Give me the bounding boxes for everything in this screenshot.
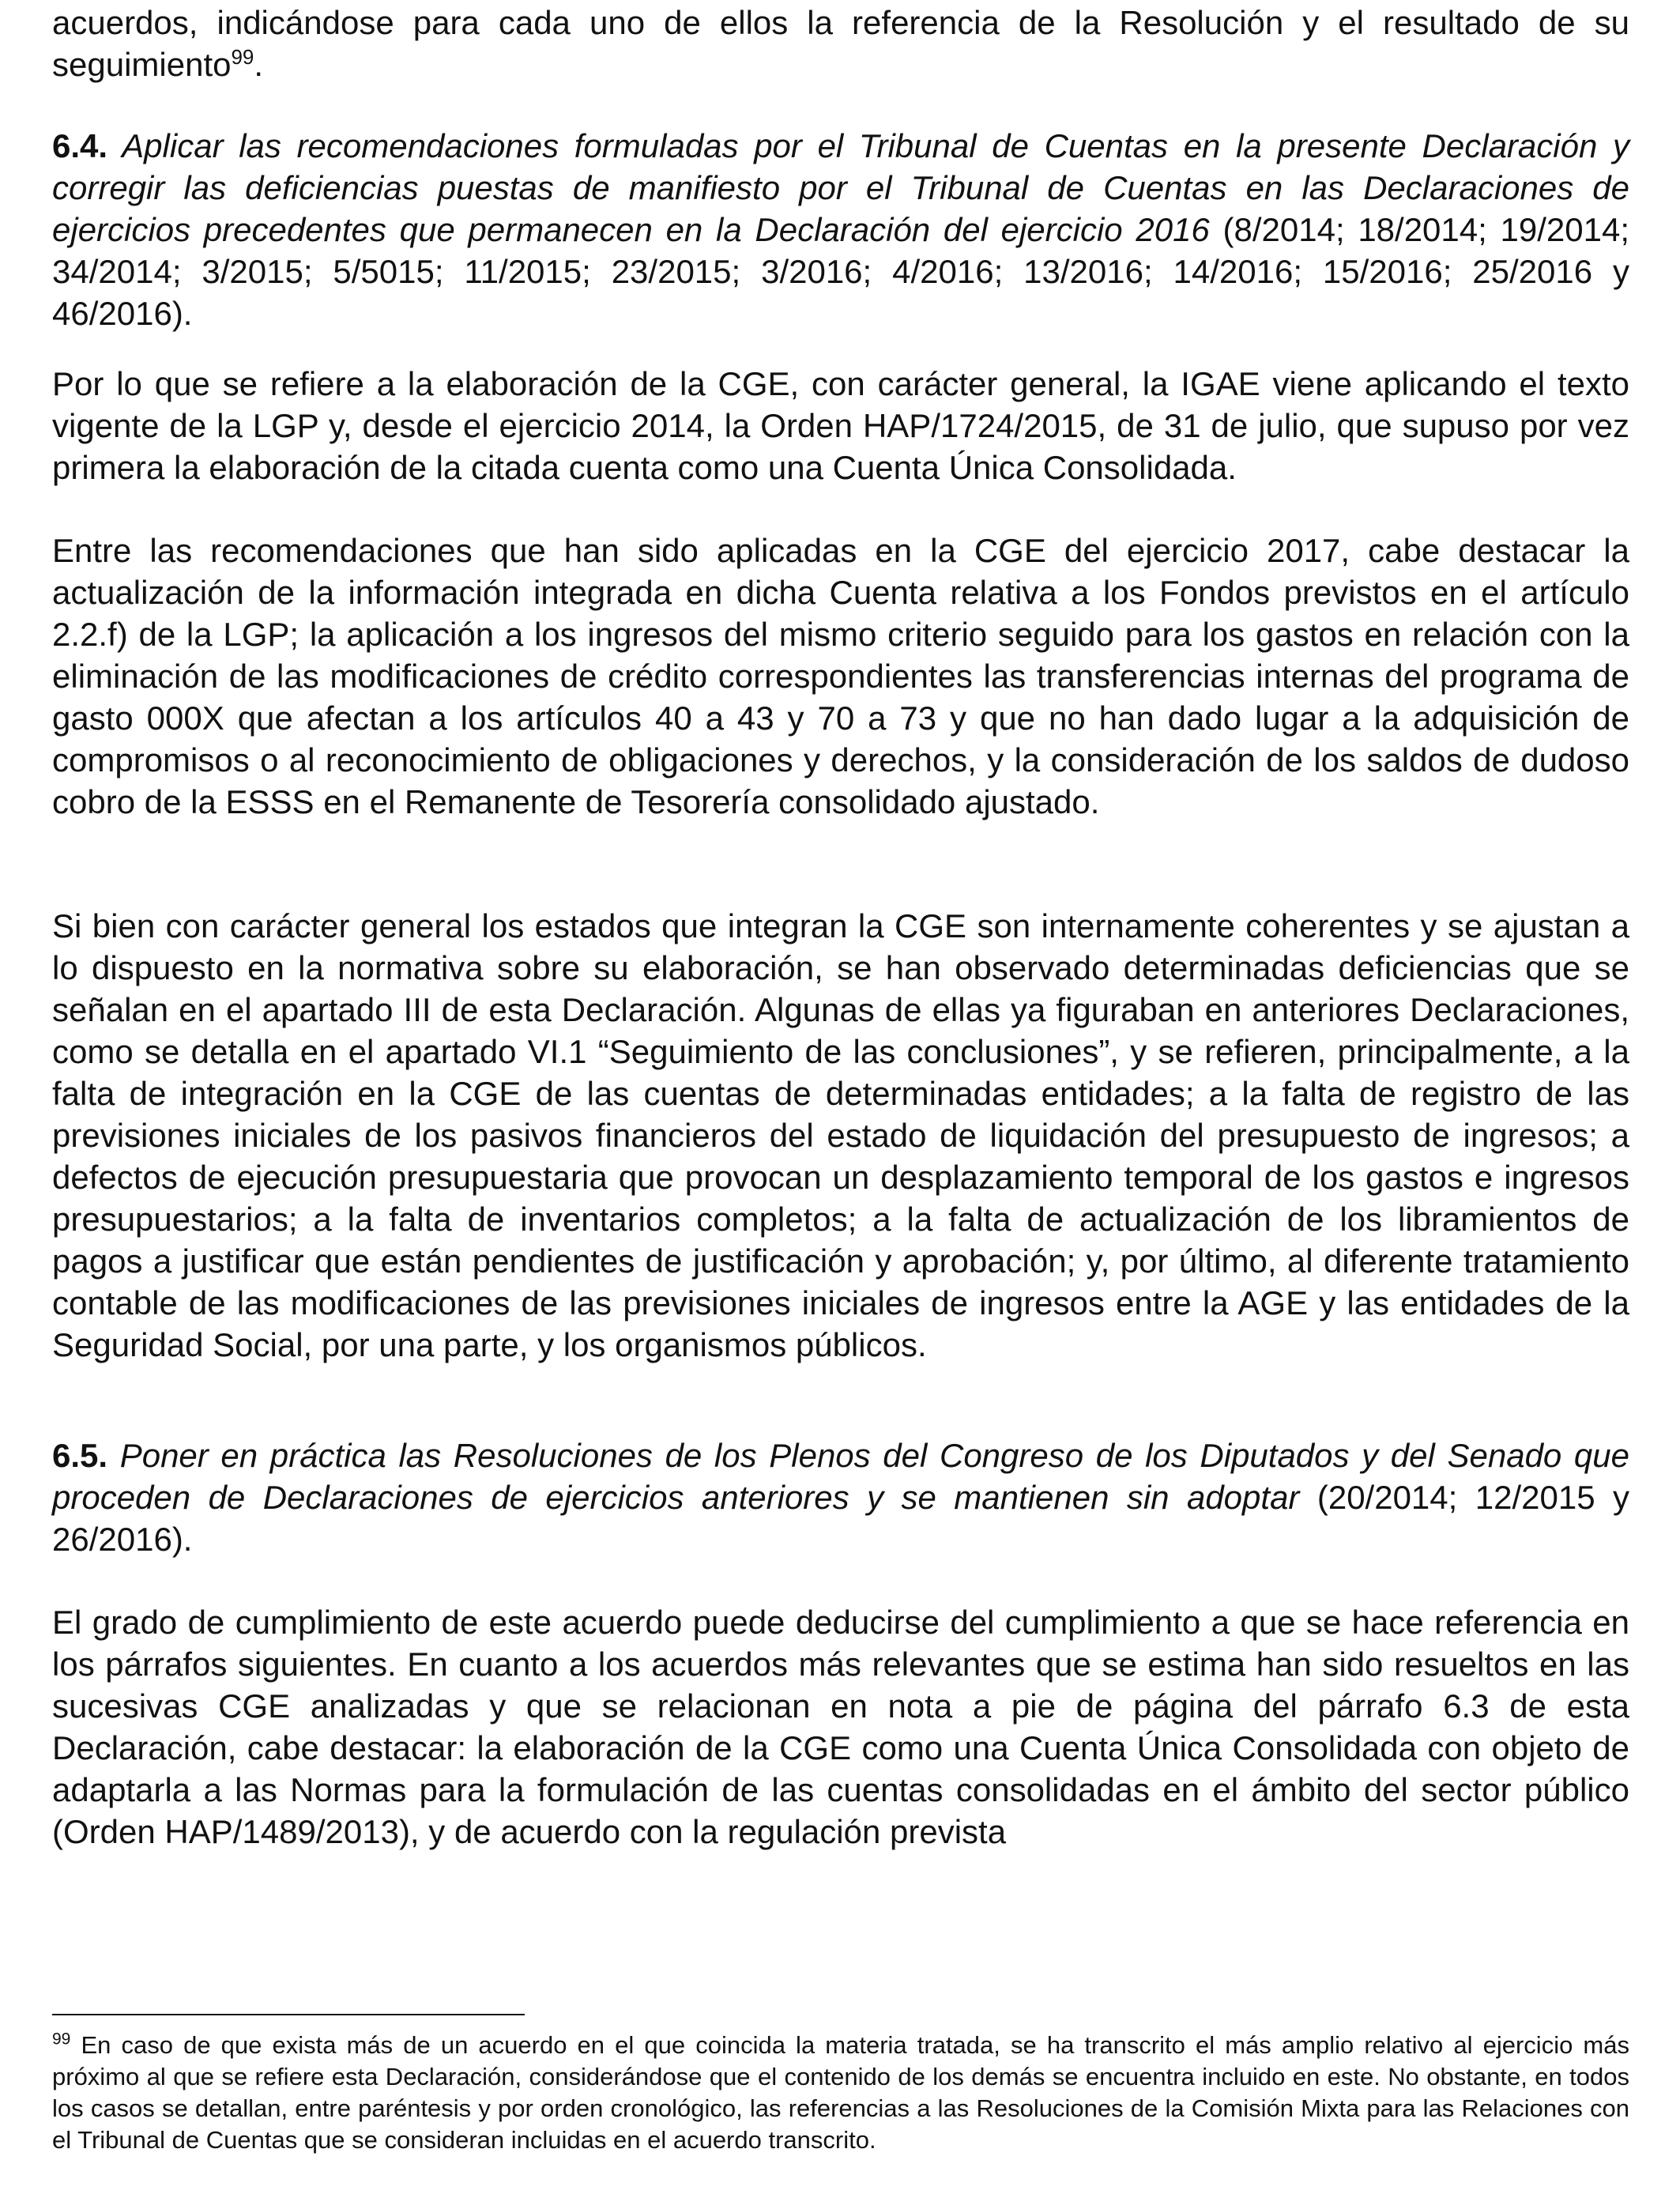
footnote-99 <box>52 2030 1629 2156</box>
resolution-references: (8/2014; 18/2014; 19/2014; 34/2014; 3/2015; 5/5015; 11/2015; 23/2015; 3/2016; 4/2016; 13/2016; 14/2016; 15/2016; 25/2016 y 46/2016). <box>52 211 1629 332</box>
footnote-text: En caso de que exista más de un acuerdo en el que coincida la materia tratada, se ha transcrito el más amplio relativo al ejercicio más próximo al que se refiere esta Declaración, considerándose que el contenido de los demás se encuentra incluido en este. No obstante, en todos los casos se detallan, entre paréntesis y por orden cronológico, las referencias a las Resoluciones de la Comisión Mixta para las Relaciones con el Tribunal de Cuentas que se consideran incluidas en el acuerdo transcrito. <box>52 2031 1629 2154</box>
paragraph-cge-elaboration: Por lo que se refiere a la elaboración de la CGE, con carácter general, la IGAE viene aplicando el texto vigente de la LGP y, desde el ejercicio 2014, la Orden HAP/1724/2015, de 31 de julio, que supuso por vez primera la elaboración de la citada cuenta como una Cuenta Única Consolidada. <box>52 365 1629 486</box>
paragraph-text: acuerdos, indicándose para cada uno de ellos la referencia de la Resolución y el resultado de su seguimiento <box>52 4 1629 83</box>
footnote-reference[interactable]: 99 <box>231 45 254 69</box>
paragraph-continuation <box>52 2 1629 85</box>
paragraph-applied-recommendations: Entre las recomendaciones que han sido aplicadas en la CGE del ejercicio 2017, cabe destacar la actualización de la información integrada en dicha Cuenta relativa a los Fondos previstos en el artículo 2.2.f) de la LGP; la aplicación a los ingresos del mismo criterio seguido para los gastos en relación con la eliminación de las modificaciones de crédito correspondientes las transferencias internas del programa de gasto 000X que afectan a los artículos 40 a 43 y 70 a 73 y que no han dado lugar a la adquisición de compromisos o al reconocimiento de obligaciones y derechos, y la consideración de los saldos de dudoso cobro de la ESSS en el Remanente de Tesorería consolidado ajustado. <box>52 532 1629 820</box>
paragraph-6-5 <box>52 1434 1629 1560</box>
paragraph-6-4 <box>52 125 1629 334</box>
agreement-text: Poner en práctica las Resoluciones de los Plenos del Congreso de los Diputados y del Senado que proceden de Declaraciones de ejercicios anteriores y se mantienen sin adoptar <box>52 1437 1629 1516</box>
footnote-number: 99 <box>52 2030 71 2049</box>
section-number: 6.4. <box>52 127 108 164</box>
paragraph-deficiencies: Si bien con carácter general los estados que integran la CGE son internamente coherentes y se ajustan a lo dispuesto en la normativa sobre su elaboración, se han observado determinadas deficiencias que se señalan en el apartado III de esta Declaración. Algunas de ellas ya figuraban en anteriores Declaraciones, como se detalla en el apartado VI.1 “Seguimiento de las conclusiones”, y se refieren, principalmente, a la falta de integración en la CGE de las cuentas de determinadas entidades; a la falta de registro de las previsiones iniciales de los pasivos financieros del estado de liquidación del presupuesto de ingresos; a defectos de ejecución presupuestaria que provocan un desplazamiento temporal de los gastos e ingresos presupuestarios; a la falta de inventarios completos; a la falta de actualización de los libramientos de pagos a justificar que están pendientes de justificación y aprobación; y, por último, al diferente tratamiento contable de las modificaciones de las previsiones iniciales de ingresos entre la AGE y las entidades de la Seguridad Social, por una parte, y los organismos públicos. <box>52 907 1629 1363</box>
resolution-references: (20/2014; 12/2015 y 26/2016). <box>52 1479 1629 1558</box>
agreement-text: Aplicar las recomendaciones formuladas por el Tribunal de Cuentas en la presente Declaración y corregir las deficiencias puestas de manifiesto por el Tribunal de Cuentas en las Declaraciones de ejercicios precedentes que permanecen en la Declaración del ejercicio 2016 <box>52 127 1629 248</box>
paragraph-compliance-degree: El grado de cumplimiento de este acuerdo puede deducirse del cumplimiento a que se hace referencia en los párrafos siguientes. En cuanto a los acuerdos más relevantes que se estima han sido resueltos en las sucesivas CGE analizadas y que se relacionan en nota a pie de página del párrafo 6.3 de esta Declaración, cabe destacar: la elaboración de la CGE como una Cuenta Única Consolidada con objeto de adaptarla a las Normas para la formulación de las cuentas consolidadas en el ámbito del sector público (Orden HAP/1489/2013), y de acuerdo con la regulación prevista <box>52 1604 1629 1850</box>
footnote-separator <box>52 2014 525 2015</box>
paragraph-end: . <box>254 46 264 83</box>
section-number: 6.5. <box>52 1437 108 1474</box>
